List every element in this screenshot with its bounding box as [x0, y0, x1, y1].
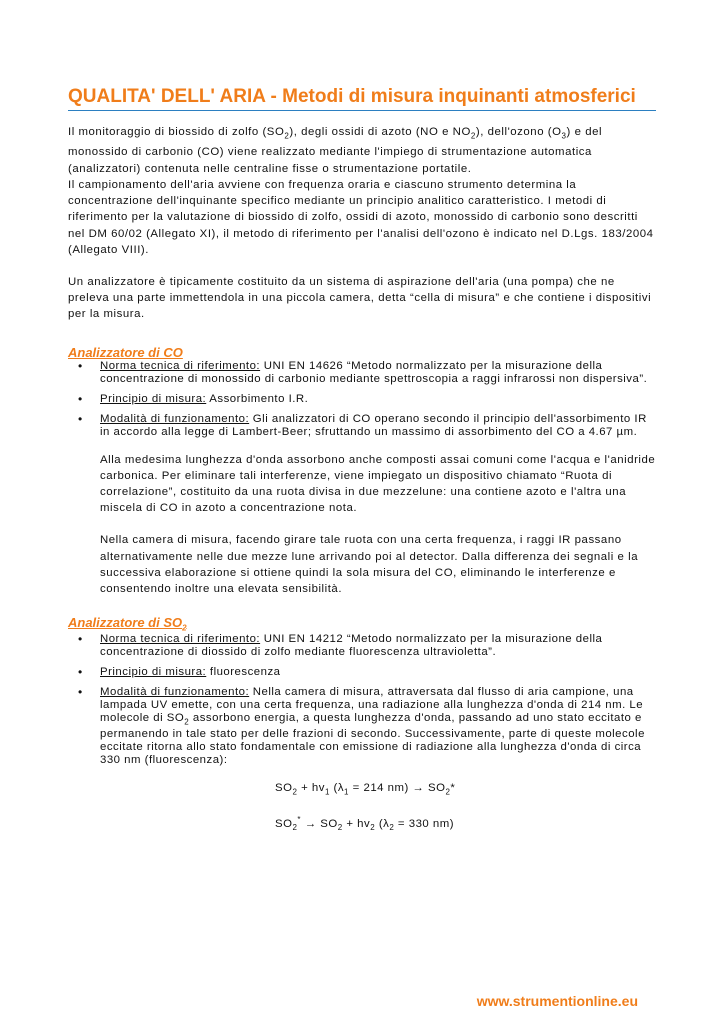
section-heading-co: Analizzatore di CO — [68, 344, 183, 360]
list-item: • Modalità di funzionamento: Gli analizzatori di CO operano secondo il principio dell'assorbimento IR in accordo alla legge di Lambert-Beer; sfruttando un massimo di assorbimento del CO a 4.67 µm. — [78, 411, 647, 438]
so2-bullet-list — [68, 633, 656, 767]
footer-website-link[interactable]: www.strumentionline.eu — [476, 993, 638, 1009]
list-item: • Principio di misura: fluorescenza — [78, 664, 281, 679]
co-detail-paragraph-2: Nella camera di misura, facendo girare tale ruota con una certa frequenza, i raggi IR passano alternativamente nelle due mezze lune arrivando poi al detector. Dalla differenza dei segnali e la successiva elaborazione si ottiene quindi la sola misura del CO, eliminando le interferenze e consentendo inoltre una elevata sensibilità. — [100, 534, 639, 595]
intro-paragraph-1: Il monitoraggio di biossido di zolfo $(SO_2)$, degli ossidi di azoto (NO e $NO_2$), dell'ozono $(O_3)$ e del monossido di carbonio (CO) viene realizzato mediante l'impiego di strumentazione automatica (analizzatori) contenuta nelle centraline fisse o strumentazione portatile. Il campionamento dell'aria avviene con frequenza oraria e ciascuno strumento determina la concentrazione dell'inquinante specifico mediante un principio analitico caratteristico. I metodi di riferimento per la valutazione di biossido di zolfo, ossidi di azoto, monossido di carbonio sono descritti nel DM 60/02 (Allegato XI), il metodo di riferimento per l'analisi dell'ozono è indicato nel D.Lgs. 183/2004 (Allegato VIII). — [68, 126, 654, 256]
co-detail-paragraph-1: Alla medesima lunghezza d'onda assorbono anche composti assai comuni come l'acqua e l'anidride carbonica. Per eliminare tali interferenze, viene impiegato un dispositivo chiamato “Ruota di correlazione”, costituito da una ruota divisa in due mezzelune: una contiene azoto e l'altra una miscela di CO in azoto a concentrazione nota. — [100, 453, 656, 515]
bullet-icon: • — [78, 684, 83, 699]
document-page — [68, 86, 656, 832]
bullet-icon: • — [78, 391, 83, 406]
list-item: • Principio di misura: Assorbimento I.R. — [78, 391, 309, 406]
list-item: • Norma tecnica di riferimento: UNI EN 14626 “Metodo normalizzato per la misurazione della concentrazione di monossido di carbonio mediante spettroscopia a raggi infrarossi non dispersiva”. — [78, 358, 648, 385]
formula-excitation: $SO_2 + hv_1$ ($\lambda_1 = 214$ $nm) \to SO_2*$ — [275, 782, 456, 797]
bullet-icon: • — [78, 664, 83, 679]
bullet-icon: • — [78, 411, 83, 426]
intro-paragraph-2: Un analizzatore è tipicamente costituito da un sistema di aspirazione dell'aria (una pompa) che ne preleva una parte immettendola in una piccola camera, detta “cella di misura” e che contiene i dispositivi per la misura. — [68, 275, 652, 321]
list-item: • Norma tecnica di riferimento: UNI EN 14212 “Metodo normalizzato per la misurazione della concentrazione di diossido di zolfo mediante fluorescenza ultravioletta”. — [78, 631, 603, 658]
bullet-icon: • — [78, 631, 83, 646]
list-item: • Modalità di funzionamento: Nella camera di misura, attraversata dal flusso di aria campione, una lampada UV emette, con una certa frequenza, una radiazione alla lunghezza d'onda di 214 nm. Le molecole di $SO_2$ assorbono energia, a questa lunghezza d'onda, passando ad uno stato eccitato e permanendo in tale stato per delle frazioni di secondo. Successivamente, parte di queste molecole eccitate ritorna allo stato fondamentale con emissione di radiazione alla lunghezza d'onda di circa 330 nm (fluorescenza): — [78, 684, 645, 767]
co-bullet-list — [68, 360, 656, 439]
bullet-icon: • — [78, 358, 83, 373]
section-heading-so2: Analizzatore di $SO_2$ — [68, 615, 187, 633]
formula-emission: $SO_2^* \to SO_2 + hv_2$ ($\lambda_2 = 330$ nm) — [275, 815, 455, 833]
page-title: QUALITA' DELL' ARIA - Metodi di misura inquinanti atmosferici — [68, 86, 656, 111]
